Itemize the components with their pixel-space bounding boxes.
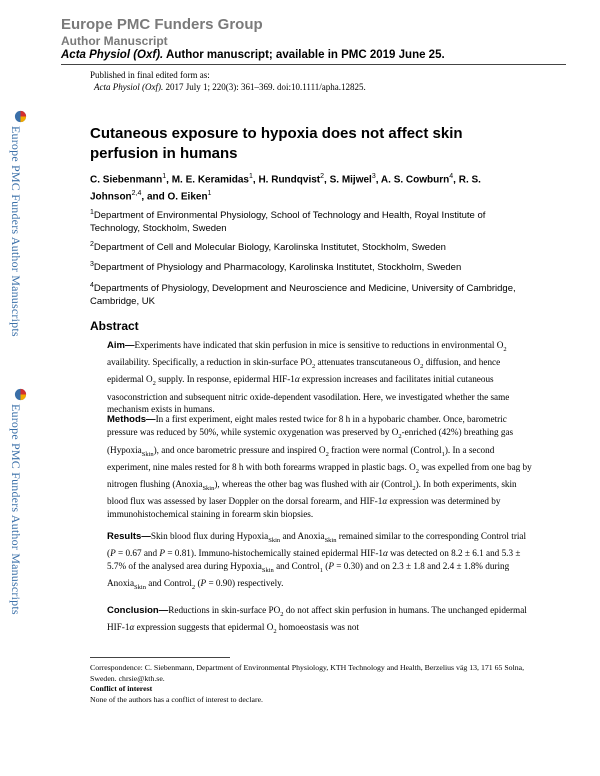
affiliation: $^2$Department of Cell and Molecular Biology, Karolinska Institutet, Stockholm, Sweden: [90, 241, 446, 254]
europe-pmc-logo-icon: [14, 110, 27, 123]
abstract-methods: Methods—In a first experiment, eight males rested twice for 8 h in a hypobaric chamber. Once, barometric pressure was reduced by 50%, while systemic oxygenation was preserved by $O_2$-enriched (42%) breathing gas (Hypoxia$_{Skin}$), and once barometric pressure and inspired $O_2$ fraction were normal (Control$_1$). In a second experiment, nine males rested for 8 h with both forearms wrapped in plastic bags. $O_2$ was expelled from one bag by nitrogen flushing (Anoxia$_{Skin}$), whereas the other bag was flushed with air (Control$_2$). In both experiments, skin blood flux was assessed by laser Doppler on the dorsal forearm, and HIF-1α expression was determined by immunohistochemical staining in forearm skin biopsies.: [107, 414, 532, 519]
publication-info: [90, 69, 366, 93]
conclusion-label: Conclusion—: [107, 605, 169, 616]
results-label: Results—: [107, 531, 151, 542]
footnotes: [90, 663, 530, 705]
published-details: 2017 July 1; 220(3): 361–369. doi:10.1111/apha.12825.: [165, 82, 366, 92]
author-name: A. S. Cowburn: [380, 174, 450, 186]
published-citation: [90, 81, 366, 93]
citation-availability: Author manuscript; available in PMC 2019 June 25.: [166, 49, 445, 61]
sidebar-banner-top: [8, 110, 32, 337]
coi-text: None of the authors has a conflict of interest to declare.: [90, 694, 263, 704]
sidebar-label-top: Europe PMC Funders Author Manuscripts: [9, 126, 23, 337]
header-rule: [61, 64, 566, 65]
manuscript-header: [61, 16, 581, 63]
citation-journal: Acta Physiol (Oxf).: [61, 49, 164, 61]
article-title: Cutaneous exposure to hypoxia does not affect skin perfusion in humans: [90, 125, 463, 162]
affiliation: $^1$Department of Environmental Physiology, School of Technology and Health, Royal Institute of Technology, Stockholm, Sweden: [90, 209, 486, 235]
abstract-conclusion: Conclusion—Reductions in skin-surface $PO_2$ do not affect skin perfusion in humans. The unchanged epidermal HIF-1α expression suggests that epidermal $O_2$ homoeostasis was not: [107, 605, 527, 636]
author-name: R. S. Johnson: [90, 174, 481, 203]
affiliation: $^4$Departments of Physiology, Development and Neuroscience and Medicine, University of Cambridge, Cambridge, UK: [90, 282, 516, 308]
abstract-heading: Abstract: [90, 319, 139, 333]
citation-line: [61, 48, 581, 63]
correspondence-note: Correspondence: C. Siebenmann, Department of Environmental Physiology, KTH Technology and Health, Berzelius väg 13, 171 65 Solna, Sweden. chrsie@kth.se.: [90, 663, 525, 683]
published-label: Published in final edited form as:: [90, 70, 210, 80]
author-manuscript-label: Author Manuscript: [61, 34, 168, 48]
affiliation: $^3$Department of Physiology and Pharmacology, Karolinska Institutet, Stockholm, Sweden: [90, 261, 462, 274]
methods-label: Methods—: [107, 414, 156, 425]
coi-heading: Conflict of interest: [90, 684, 153, 693]
funders-group-title: Europe PMC Funders Group: [61, 16, 263, 33]
author-name: H. Rundqvist: [258, 174, 321, 186]
author-name: O. Eiken: [167, 191, 208, 203]
author-list: C. Siebenmann$^1$, M. E. Keramidas$^1$, H. Rundqvist$^2$, S. Mijwel$^3$, A. S. Cowburn$^4$, R. S. Johnson$^{2,4}$, and O. Eiken$^1$: [90, 173, 481, 203]
published-journal: Acta Physiol (Oxf).: [94, 82, 164, 92]
europe-pmc-logo-icon: [14, 388, 27, 401]
sidebar-banner-bottom: [8, 388, 32, 615]
abstract-aim: Aim—Experiments have indicated that skin perfusion in mice is sensitive to reductions in environmental $O_2$ availability. Specifically, a reduction in skin-surface $PO_2$ attenuates transcutaneous $O_2$ diffusion, and hence epidermal $O_2$ supply. In response, epidermal HIF-1α expression increases and facilitates initial cutaneous vasoconstriction and subsequent nitric oxide-dependent vasodilation. Here, we investigated whether the same mechanism exists in humans.: [107, 340, 510, 415]
sidebar-label-bottom: Europe PMC Funders Author Manuscripts: [9, 404, 23, 615]
author-name: C. Siebenmann: [90, 174, 163, 186]
abstract-results: Results—Skin blood flux during Hypoxia$_{Skin}$ and Anoxia$_{Skin}$ remained similar to the corresponding Control trial (P = 0.67 and P = 0.81). Immuno-histochemically stained epidermal HIF-1α was detected on 8.2 ± 6.1 and 5.3 ± 5.7% of the analysed area during Hypoxia$_{Skin}$ and Control$_1$ (P = 0.30) and on 2.3 ± 1.8 and 2.4 ± 1.8% during Anoxia$_{Skin}$ and Control$_2$ (P = 0.90) respectively.: [107, 531, 527, 591]
author-name: S. Mijwel: [329, 174, 372, 186]
aim-label: Aim—: [107, 340, 135, 351]
author-name: M. E. Keramidas: [171, 174, 249, 186]
footnote-rule: [90, 657, 230, 658]
